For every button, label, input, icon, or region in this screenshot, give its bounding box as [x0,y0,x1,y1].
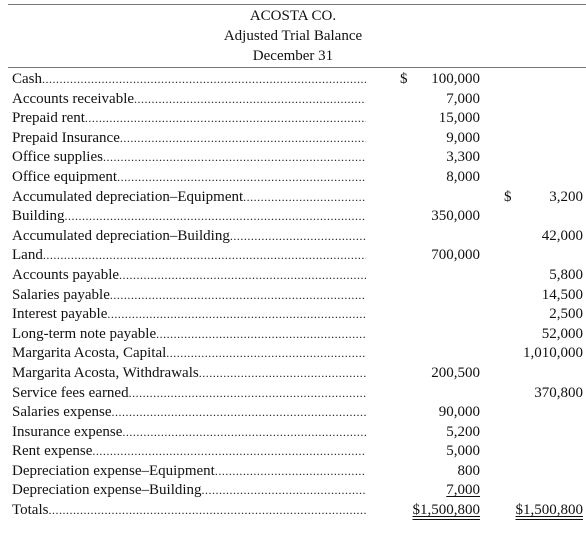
credit-currency-sign: $ [504,188,512,205]
account-name: Insurance expense ..... [12,423,366,443]
debit-amount: 200,500 [431,364,480,381]
account-name: Building ..... [12,207,366,227]
debit-amount: 350,000 [431,208,480,225]
account-name: Cash ..... [12,70,366,90]
account-name: Accounts payable ..... [12,266,366,286]
debit-amount: 5,000 [446,443,480,460]
debit-amount: 7,000 [446,482,480,499]
credit-amount: 370,800 [534,384,583,401]
account-name: Depreciation expense–Equipment ..... [12,462,366,482]
account-name: Prepaid Insurance ..... [12,129,366,149]
account-name: Land ..... [12,246,366,266]
credit-amount: 42,000 [541,227,583,244]
account-name: Totals ..... [12,501,366,521]
statement-title: Adjusted Trial Balance [223,28,363,44]
debit-currency-sign: $ [400,71,408,87]
table-row [0,325,586,345]
table-row [0,364,586,384]
debit-amount: 3,300 [446,149,480,166]
table-row [0,70,586,90]
account-name: Accounts receivable ..... [12,90,366,110]
credit-amount: 52,000 [541,325,583,342]
debit-amount: 90,000 [438,404,480,421]
table-row [0,344,586,364]
table-row [0,90,586,110]
table-row [0,501,586,521]
debit-amount: 7,000 [446,90,480,107]
debit-amount: 8,000 [446,168,480,185]
table-row [0,403,586,423]
table-row [0,207,586,227]
account-name: Margarita Acosta, Withdrawals ..... [12,364,366,384]
account-name: Salaries expense ..... [12,403,366,423]
debit-amount: 100,000 [431,71,480,87]
account-name: Prepaid rent ..... [12,109,366,129]
credit-amount: 14,500 [541,286,583,303]
table-row [0,266,586,286]
statement-date: December 31 [252,48,334,64]
credit-amount: 1,010,000 [523,345,583,362]
account-name: Depreciation expense–Building ..... [12,481,366,501]
table-row [0,442,586,462]
debit-amount: 700,000 [431,247,480,264]
account-name: Accumulated depreciation–Building ..... [12,227,366,247]
header-rule [8,67,586,68]
credit-amount: $1,500,800 [515,502,583,519]
credit-amount: 5,800 [549,266,583,283]
account-name: Margarita Acosta, Capital ..... [12,344,366,364]
credit-amount: 2,500 [549,306,583,323]
debit-amount: 5,200 [446,423,480,440]
top-rule [8,4,586,5]
account-name: Office supplies ..... [12,148,366,168]
table-row [0,188,586,208]
trial-balance-table [0,70,586,521]
credit-amount: 3,200 [549,188,583,205]
debit-amount: 15,000 [438,110,480,127]
table-row [0,109,586,129]
table-row [0,148,586,168]
table-row [0,246,586,266]
table-row [0,227,586,247]
account-name: Office equipment ..... [12,168,366,188]
table-row [0,129,586,149]
account-name: Interest payable ..... [12,305,366,325]
account-name: Rent expense ..... [12,442,366,462]
debit-amount: $1,500,800 [412,502,480,519]
table-row [0,305,586,325]
table-row [0,384,586,404]
account-name: Long-term note payable ..... [12,325,366,345]
table-row [0,168,586,188]
table-row [0,481,586,501]
account-name: Accumulated depreciation–Equipment ..... [12,188,366,208]
table-row [0,423,586,443]
debit-amount: 800 [457,462,480,479]
account-name: Service fees earned ..... [12,384,366,404]
table-row [0,462,586,482]
account-name: Salaries payable ..... [12,286,366,306]
company-name: ACOSTA CO. [249,8,337,24]
table-row [0,286,586,306]
debit-amount: 9,000 [446,129,480,146]
